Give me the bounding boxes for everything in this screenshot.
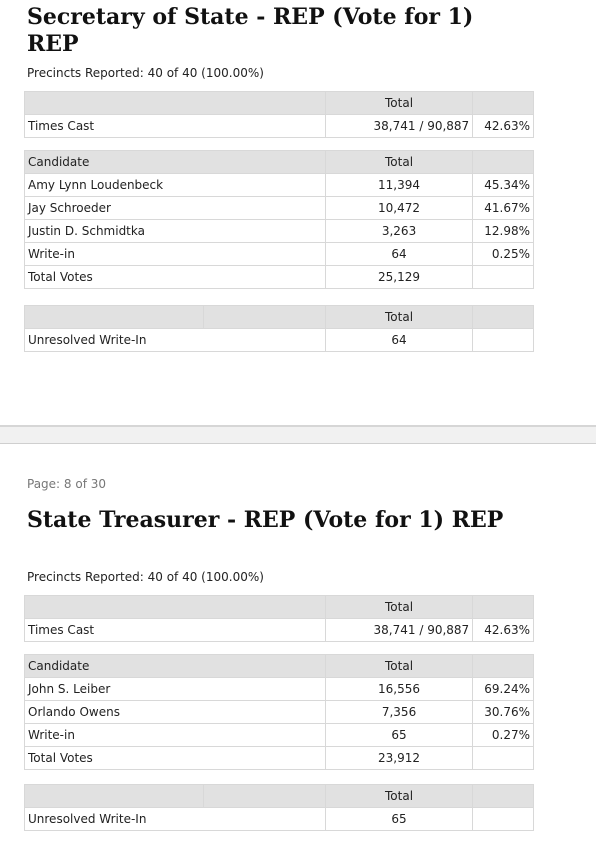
candidate-total: 3,263: [325, 220, 472, 243]
section1-candidates-table: [24, 150, 534, 289]
candidate-name: Justin D. Schmidtka: [25, 220, 326, 243]
candidate-total: 65: [325, 724, 472, 747]
total-votes-value: 25,129: [325, 266, 472, 289]
candidate-total: 64: [325, 243, 472, 266]
table-row: [25, 197, 534, 220]
unresolved-label: Unresolved Write-In: [25, 329, 326, 352]
table-header-row: [25, 596, 534, 619]
unresolved-label: Unresolved Write-In: [25, 808, 326, 831]
candidate-name: John S. Leiber: [25, 678, 326, 701]
candidate-total: 10,472: [325, 197, 472, 220]
table-row: [25, 174, 534, 197]
table-row: [25, 243, 534, 266]
times-cast-total: 38,741 / 90,887: [325, 619, 472, 642]
candidate-pct: 0.25%: [473, 243, 534, 266]
table-row: [25, 701, 534, 724]
unresolved-row: [25, 808, 534, 831]
candidate-name: Write-in: [25, 243, 326, 266]
candidate-total: 11,394: [325, 174, 472, 197]
unresolved-row: [25, 329, 534, 352]
section2-precincts-reported: Precincts Reported: 40 of 40 (100.00%): [27, 570, 264, 584]
candidate-pct: 69.24%: [473, 678, 534, 701]
candidate-header: Candidate: [25, 151, 326, 174]
times-cast-label: Times Cast: [25, 115, 326, 138]
total-header: Total: [325, 92, 472, 115]
table-header-row: [25, 785, 534, 808]
section2-unresolved-table: [24, 784, 534, 831]
section2-candidates-table: [24, 654, 534, 770]
unresolved-total: 65: [325, 808, 472, 831]
candidate-pct: 41.67%: [473, 197, 534, 220]
total-header: Total: [325, 151, 472, 174]
section1-unresolved-table: [24, 305, 534, 352]
total-header: Total: [325, 596, 472, 619]
candidate-pct: 45.34%: [473, 174, 534, 197]
times-cast-label: Times Cast: [25, 619, 326, 642]
candidate-name: Write-in: [25, 724, 326, 747]
total-header: Total: [325, 785, 472, 808]
page-separator: [0, 425, 596, 444]
candidate-header: Candidate: [25, 655, 326, 678]
section2-title: State Treasurer - REP (Vote for 1) REP: [27, 507, 504, 533]
times-cast-row: [25, 619, 534, 642]
table-header-row: [25, 306, 534, 329]
total-votes-label: Total Votes: [25, 747, 326, 770]
total-header: Total: [325, 655, 472, 678]
total-votes-row: [25, 747, 534, 770]
candidate-total: 7,356: [325, 701, 472, 724]
page-indicator: Page: 8 of 30: [27, 477, 107, 491]
unresolved-total: 64: [325, 329, 472, 352]
section2-times-cast-table: [24, 595, 534, 642]
table-row: [25, 678, 534, 701]
table-row: [25, 220, 534, 243]
total-header: Total: [325, 306, 472, 329]
total-votes-label: Total Votes: [25, 266, 326, 289]
times-cast-pct: 42.63%: [473, 619, 534, 642]
table-header-row: [25, 655, 534, 678]
total-votes-value: 23,912: [325, 747, 472, 770]
section1-precincts-reported: Precincts Reported: 40 of 40 (100.00%): [27, 66, 264, 80]
times-cast-pct: 42.63%: [473, 115, 534, 138]
candidate-pct: 30.76%: [473, 701, 534, 724]
candidate-name: Orlando Owens: [25, 701, 326, 724]
times-cast-total: 38,741 / 90,887: [325, 115, 472, 138]
times-cast-row: [25, 115, 534, 138]
table-header-row: [25, 92, 534, 115]
candidate-pct: 12.98%: [473, 220, 534, 243]
candidate-name: Amy Lynn Loudenbeck: [25, 174, 326, 197]
section1-times-cast-table: [24, 91, 534, 138]
section1-title: Secretary of State - REP (Vote for 1) REP: [27, 4, 474, 57]
candidate-pct: 0.27%: [473, 724, 534, 747]
candidate-name: Jay Schroeder: [25, 197, 326, 220]
table-row: [25, 724, 534, 747]
table-header-row: [25, 151, 534, 174]
candidate-total: 16,556: [325, 678, 472, 701]
total-votes-row: [25, 266, 534, 289]
